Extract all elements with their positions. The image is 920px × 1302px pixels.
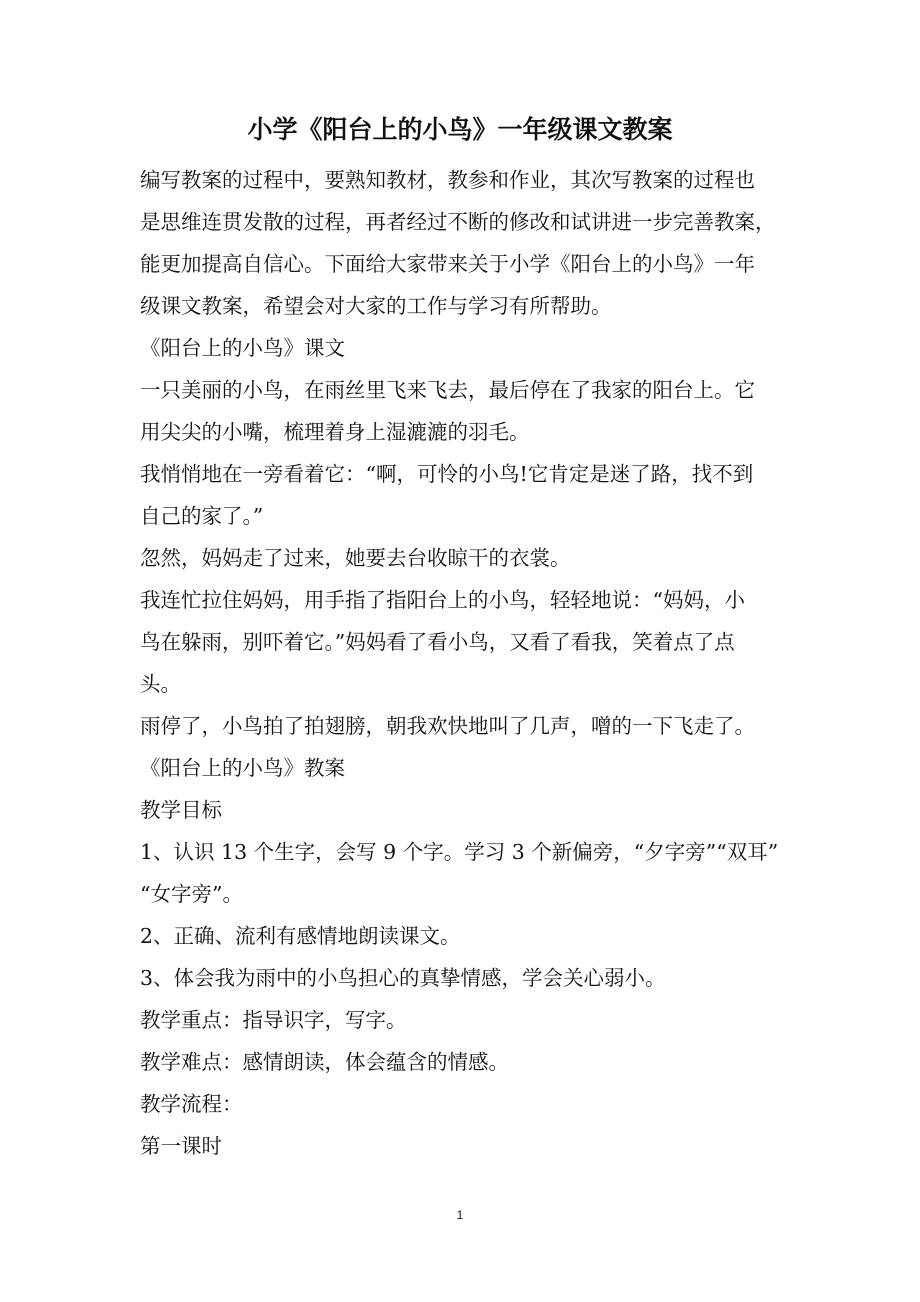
text-line: 一只美丽的小鸟，在雨丝里飞来飞去，最后停在了我家的阳台上。它 (140, 378, 755, 402)
text-line: 忽然，妈妈走了过来，她要去台收晾干的衣裳。 (140, 546, 571, 570)
section-heading: 《阳台上的小鸟》课文 (140, 336, 345, 360)
document-title: 小学《阳台上的小鸟》一年级课文教案 (247, 115, 673, 144)
page-number: 1 (456, 1208, 464, 1222)
text-line: 教学重点：指导识字，写字。 (140, 1008, 407, 1032)
text-line: 用尖尖的小嘴，梳理着身上湿漉漉的羽毛。 (140, 420, 530, 444)
text-line: 是思维连贯发散的过程，再者经过不断的修改和试讲进一步完善教案， (140, 210, 776, 234)
text-line: 3、体会我为雨中的小鸟担心的真挚情感，学会关心弱小。 (140, 966, 666, 990)
text-line: 教学流程： (140, 1092, 243, 1116)
text-line: 我连忙拉住妈妈，用手指了指阳台上的小鸟，轻轻地说：“妈妈，小 (140, 588, 745, 612)
text-line: 级课文教案，希望会对大家的工作与学习有所帮助。 (140, 294, 612, 318)
text-line: 1、认识 13 个生字，会写 9 个字。学习 3 个新偏旁，“夕字旁”“双耳” (140, 840, 779, 864)
text-line: 我悄悄地在一旁看着它：“啊，可怜的小鸟!它肯定是迷了路，找不到 (140, 462, 754, 486)
text-line: 编写教案的过程中，要熟知教材，教参和作业，其次写教案的过程也 (140, 168, 755, 192)
text-line: 教学难点：感情朗读，体会蕴含的情感。 (140, 1050, 509, 1074)
text-line: 2、正确、流利有感情地朗读课文。 (140, 924, 461, 948)
text-line: 鸟在躲雨，别吓着它。”妈妈看了看小鸟，又看了看我，笑着点了点 (140, 630, 735, 654)
text-line: 第一课时 (140, 1134, 222, 1158)
section-heading: 教学目标 (140, 798, 222, 822)
text-line: 能更加提高自信心。下面给大家带来关于小学《阳台上的小鸟》一年 (140, 252, 755, 276)
text-line: “女字旁”。 (140, 882, 243, 906)
text-line: 头。 (140, 672, 181, 696)
document-body (140, 159, 800, 1167)
text-line: 自己的家了。” (140, 504, 264, 528)
text-line: 雨停了，小鸟拍了拍翅膀，朝我欢快地叫了几声，噌的一下飞走了。 (140, 714, 755, 738)
section-heading: 《阳台上的小鸟》教案 (140, 756, 345, 780)
